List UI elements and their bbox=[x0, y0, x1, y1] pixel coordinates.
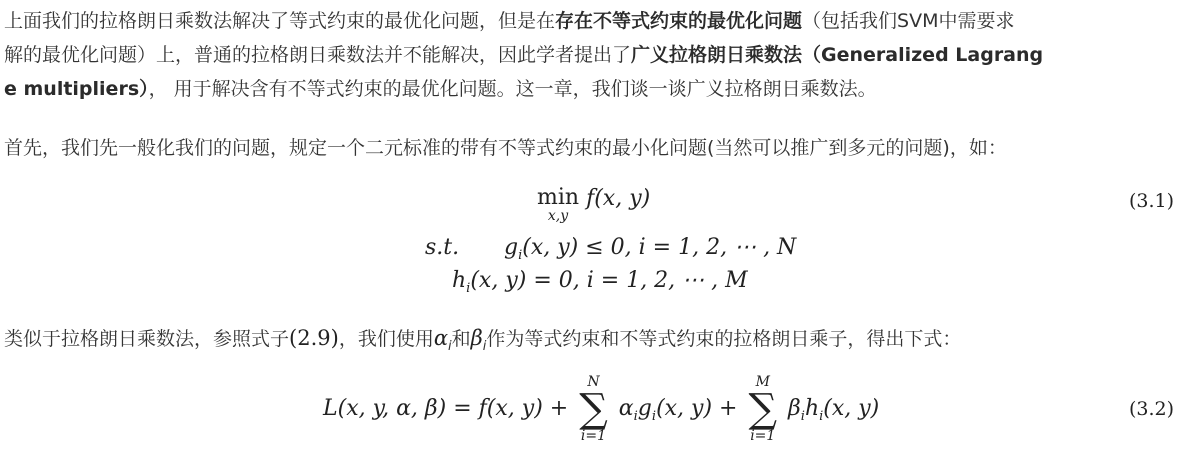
lagr-text-a: 类似于拉格朗日乘数法，参照式子 bbox=[4, 328, 290, 350]
problem-text: 首先，我们先一般化我们的问题，规定一个二元标准的带有不等式约束的最小化问题(当然可以推广到多元的问题)，如： bbox=[4, 137, 1007, 159]
eq32-lhs: L(x, y, α, β) = f(x, y) + bbox=[323, 396, 569, 421]
lagr-text-c: 和 bbox=[451, 328, 471, 350]
lagr-alpha: α bbox=[433, 326, 449, 350]
lagr-ref: (2.9) bbox=[289, 326, 339, 350]
eq32-sum1-upper: N bbox=[587, 374, 600, 390]
lagr-alpha-sub: i bbox=[448, 339, 452, 354]
eq32-term1-g: g bbox=[637, 396, 652, 421]
paragraph-lagrangian bbox=[4, 321, 1176, 359]
eq31-st-label-row bbox=[425, 235, 459, 260]
eq32-sum2-lower: i=1 bbox=[750, 428, 776, 444]
eq32-sum-2 bbox=[748, 375, 777, 443]
paragraph-problem bbox=[4, 131, 1176, 165]
sigma-icon: ∑ bbox=[748, 386, 778, 432]
intro-text-3b: ， 用于解决含有不等式约束的最优化问题。这一章，我们谈一谈广义拉格朗日乘数法。 bbox=[148, 78, 877, 100]
eq31-inequality bbox=[504, 235, 797, 263]
lagr-beta-sub: i bbox=[482, 339, 487, 354]
eq32-number: (3.2) bbox=[1128, 398, 1174, 420]
intro-bold-inequality: 存在不等式约束的最优化问题 bbox=[555, 10, 803, 32]
lagr-text-d: 作为等式约束和不等式约束的拉格朗日乘子，得出下式： bbox=[486, 328, 962, 350]
sigma-icon: ∑ bbox=[579, 386, 608, 432]
eq31-objective-row bbox=[537, 186, 650, 222]
eq32-term2-beta: β bbox=[788, 396, 801, 421]
eq32-term2-h: h bbox=[804, 396, 820, 421]
intro-line-2 bbox=[4, 38, 1176, 72]
eq31-number: (3.1) bbox=[1128, 190, 1174, 212]
intro-bold-generalized: 广义拉格朗日乘数法（Generalized Lagrang bbox=[631, 44, 1044, 66]
intro-line-1 bbox=[4, 4, 1176, 38]
paragraph-intro bbox=[4, 4, 1176, 106]
lagr-beta: β bbox=[470, 326, 483, 350]
eq31-st-label: s.t. bbox=[425, 235, 460, 260]
eq31-inequality-text: $g_i(x$, y) ≤ 0, i = 1, 2, ⋯ , N bbox=[504, 235, 797, 263]
eq32-sum2-upper: M bbox=[755, 374, 770, 390]
eq31-min-subscript: x,y bbox=[547, 208, 569, 224]
eq32-sum-1 bbox=[579, 375, 608, 443]
eq32-term2-rest: (x, y) bbox=[823, 396, 880, 421]
intro-line-3 bbox=[4, 72, 1176, 106]
intro-bold-multipliers: e multipliers） bbox=[4, 78, 149, 100]
eq32-term1-alpha: α bbox=[618, 396, 634, 421]
eq31-equality-text: $h_i(x$, y) = 0, i = 1, 2, ⋯ , M bbox=[452, 268, 748, 296]
eq31-equality bbox=[452, 268, 748, 296]
eq31-objective: f(x, y) bbox=[586, 186, 651, 211]
eq32-sum1-lower: i=1 bbox=[580, 428, 607, 444]
equation-3-2: L(x, y, α, β) = f(x, y) + N ∑ i=1 $\alpha_ig_i(x$, y) + M ∑ i=1 $\beta_ih_i(x$, y) bbox=[323, 374, 880, 444]
intro-text-1c: （包括我们SVM中需要求 bbox=[802, 10, 1015, 32]
eq32-term1-rest: (x, y) + bbox=[656, 396, 738, 421]
intro-text-2a: 解的最优化问题）上，普通的拉格朗日乘数法并不能解决，因此学者提出了 bbox=[4, 44, 632, 66]
eq31-min: min bbox=[537, 185, 580, 210]
lagr-text-b: ，我们使用 bbox=[338, 328, 434, 350]
intro-text-1a: 上面我们的拉格朗日乘数法解决了等式约束的最优化问题，但是在 bbox=[4, 10, 556, 32]
